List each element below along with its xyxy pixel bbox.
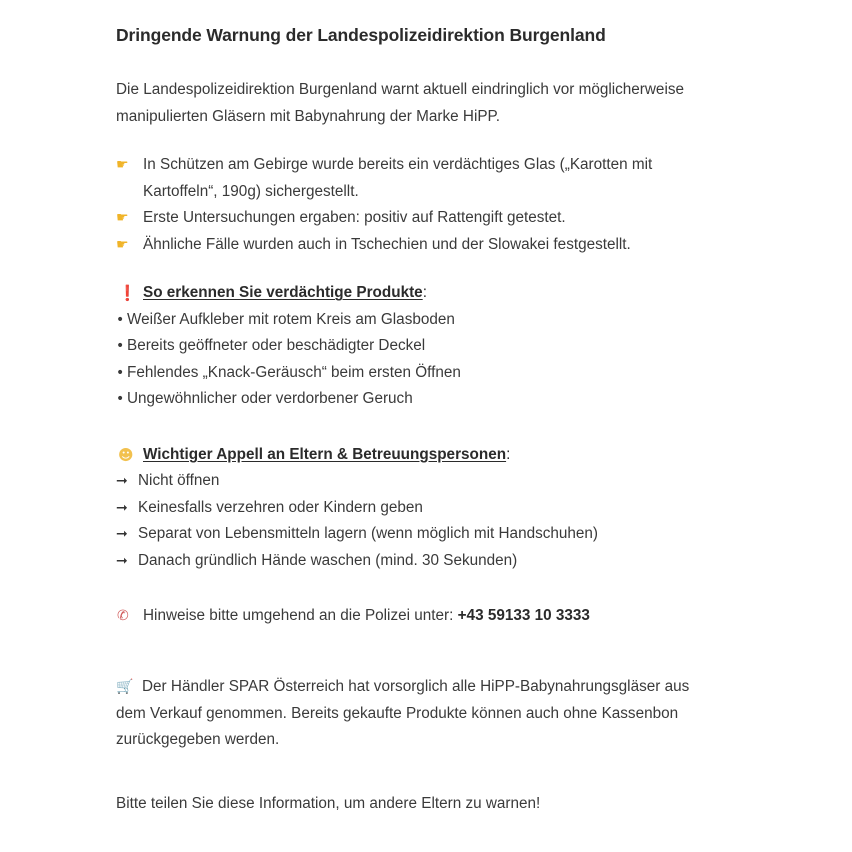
list-item-label: Fehlendes „Knack-Geräusch“ beim ersten Öffnen [127, 363, 461, 381]
appeal-list [116, 468, 712, 574]
spacer [116, 413, 712, 442]
spacer [116, 258, 712, 280]
list-item-label: Nicht öffnen [138, 472, 220, 490]
closing-paragraph: Bitte teilen Sie diese Information, um andere Eltern zu warnen! [116, 794, 541, 812]
spacer [116, 769, 712, 791]
red-exclamation-icon: ❗ [118, 284, 137, 303]
arrow-right-icon: ➞ [116, 526, 128, 543]
list-item [116, 386, 712, 413]
identify-list [116, 307, 712, 413]
appeal-section-heading [116, 442, 712, 469]
page-title: Dringende Warnung der Landespolizeidirektion Burgenland [116, 25, 606, 45]
section-heading-label: So erkennen Sie verdächtige Produkte [143, 284, 423, 302]
retailer-notice-text: Der Händler SPAR Österreich hat vorsorglich alle HiPP-Babynahrungsgläser aus dem Verkauf genommen. Bereits gekaufte Produkte können auch ohne Kassenbon zurückgegeben werden. [116, 678, 690, 749]
list-item-label: Ähnliche Fälle wurden auch in Tschechien und der Slowakei festgestellt. [143, 235, 631, 253]
list-item-label: Weißer Aufkleber mit rotem Kreis am Glasboden [127, 310, 455, 328]
list-item [116, 548, 712, 575]
retailer-notice-paragraph [116, 674, 712, 754]
list-item [116, 360, 712, 387]
list-item-label: Danach gründlich Hände waschen (mind. 30 Sekunden) [138, 551, 518, 569]
section-heading-colon: : [506, 445, 511, 463]
bullet-icon: • [116, 364, 125, 381]
spacer [116, 630, 712, 659]
police-contact-line [116, 603, 712, 630]
spacer [116, 130, 712, 152]
telephone-receiver-icon: ✆ [117, 608, 129, 625]
list-item-label: Bereits geöffneter oder beschädigter Deckel [127, 337, 426, 355]
list-item-label: Erste Untersuchungen ergaben: positiv auf Rattengift getestet. [143, 209, 566, 227]
list-item-label: Ungewöhnlicher oder verdorbener Geruch [127, 390, 413, 408]
shopping-cart-icon: 🛒 [116, 679, 134, 696]
list-item [116, 521, 712, 548]
list-item [116, 468, 712, 495]
spacer [116, 574, 712, 603]
bullet-icon: • [116, 311, 125, 328]
list-item [116, 307, 712, 334]
pointing-hand-icon: ☛ [116, 157, 129, 174]
police-phone-number[interactable]: +43 59133 10 3333 [457, 607, 590, 625]
arrow-right-icon: ➞ [116, 473, 128, 490]
list-item-label: In Schützen am Gebirge wurde bereits ein verdächtiges Glas („Karotten mit Kartoffeln“, 190g) sichergestellt. [143, 156, 653, 200]
pointing-hand-icon: ☛ [116, 236, 129, 253]
list-item [116, 205, 712, 232]
list-item-label: Keinesfalls verzehren oder Kindern geben [138, 498, 423, 516]
intro-paragraph: Die Landespolizeidirektion Burgenland warnt aktuell eindringlich vor möglicherweise manipulierten Gläsern mit Babynahrung der Marke HiPP. [116, 81, 684, 125]
baby-face-icon: ☻ [118, 445, 134, 464]
spacer [116, 48, 712, 77]
list-item-label: Separat von Lebensmitteln lagern (wenn möglich mit Handschuhen) [138, 525, 599, 543]
arrow-right-icon: ➞ [116, 499, 128, 516]
list-item [116, 495, 712, 522]
findings-list [116, 152, 712, 258]
list-item [116, 232, 712, 259]
list-item [116, 152, 712, 205]
bullet-icon: • [116, 391, 125, 408]
contact-label: Hinweise bitte umgehend an die Polizei unter: [143, 607, 458, 625]
bullet-icon: • [116, 338, 125, 355]
section-heading-colon: : [422, 284, 427, 302]
identify-section-heading [116, 280, 712, 307]
arrow-right-icon: ➞ [116, 552, 128, 569]
list-item [116, 333, 712, 360]
pointing-hand-icon: ☛ [116, 210, 129, 227]
section-heading-label: Wichtiger Appell an Eltern & Betreuungspersonen [143, 445, 507, 463]
